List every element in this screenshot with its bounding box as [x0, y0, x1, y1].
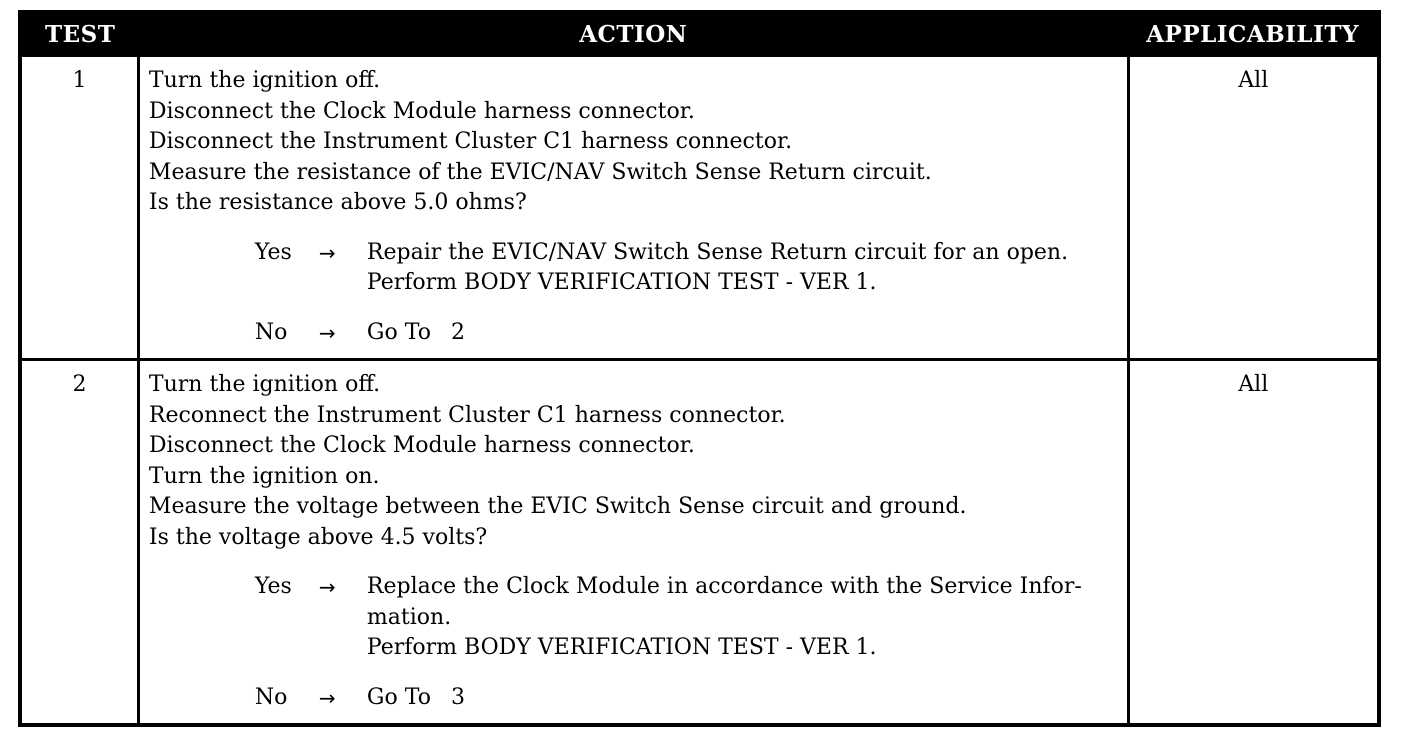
action-step: Measure the resistance of the EVIC/NAV Switch Sense Return circuit. [148, 159, 932, 185]
yes-result [255, 238, 1119, 299]
header-test: TEST [20, 12, 138, 56]
yes-label: Yes [254, 239, 292, 265]
right-arrow-icon: → [318, 575, 336, 599]
action-step: Disconnect the Instrument Cluster C1 harness connector. [148, 129, 793, 154]
right-arrow-icon: → [318, 685, 336, 710]
yes-instructions [367, 238, 1119, 299]
goto-label: Go To [366, 684, 431, 710]
action-step: Turn the ignition off. [148, 68, 381, 93]
right-arrow-icon: → [318, 320, 336, 345]
header-action: ACTION [138, 12, 1128, 56]
yes-instruction-line: Perform BODY VERIFICATION TEST - VER 1. [366, 270, 877, 295]
yes-instruction-line: Perform BODY VERIFICATION TEST - VER 1. [366, 635, 877, 660]
yes-instruction-line: Replace the Clock Module in accordance with the Service Infor- [366, 574, 1082, 599]
no-result [255, 318, 1119, 349]
no-instructions [367, 683, 1119, 714]
yes-result [255, 572, 1119, 664]
action-cell [138, 360, 1128, 726]
action-step: Turn the ignition on. [148, 463, 380, 489]
applicability-value: All [1128, 360, 1379, 726]
goto-test-link[interactable]: 3 [450, 684, 465, 710]
action-step: Disconnect the Clock Module harness connector. [148, 98, 695, 124]
action-step: Is the voltage above 4.5 volts? [148, 524, 488, 550]
yes-label: Yes [254, 574, 292, 599]
header-applicability: APPLICABILITY [1128, 12, 1379, 56]
diagnostic-test-table [18, 10, 1381, 727]
no-instructions [367, 318, 1119, 349]
action-step: Reconnect the Instrument Cluster C1 harness connector. [148, 402, 786, 428]
action-step: Is the resistance above 5.0 ohms? [148, 190, 527, 215]
goto-label: Go To [366, 319, 431, 345]
no-result [255, 683, 1119, 714]
goto-test-link[interactable]: 2 [450, 319, 465, 345]
no-label: No [254, 684, 288, 710]
no-label: No [254, 319, 288, 345]
action-step: Disconnect the Clock Module harness connector. [148, 433, 695, 458]
table-row [20, 56, 1379, 360]
test-number: 1 [20, 56, 138, 360]
right-arrow-icon: → [318, 240, 336, 265]
yes-instruction-line: mation. [366, 604, 452, 630]
table-header-row [20, 12, 1379, 56]
action-step: Turn the ignition off. [148, 372, 381, 397]
table-row [20, 360, 1379, 726]
action-step: Measure the voltage between the EVIC Switch Sense circuit and ground. [148, 494, 967, 519]
action-cell [138, 56, 1128, 360]
test-number: 2 [20, 360, 138, 726]
yes-instruction-line: Repair the EVIC/NAV Switch Sense Return circuit for an open. [366, 239, 1069, 265]
yes-instructions [367, 572, 1119, 664]
applicability-value: All [1128, 56, 1379, 360]
